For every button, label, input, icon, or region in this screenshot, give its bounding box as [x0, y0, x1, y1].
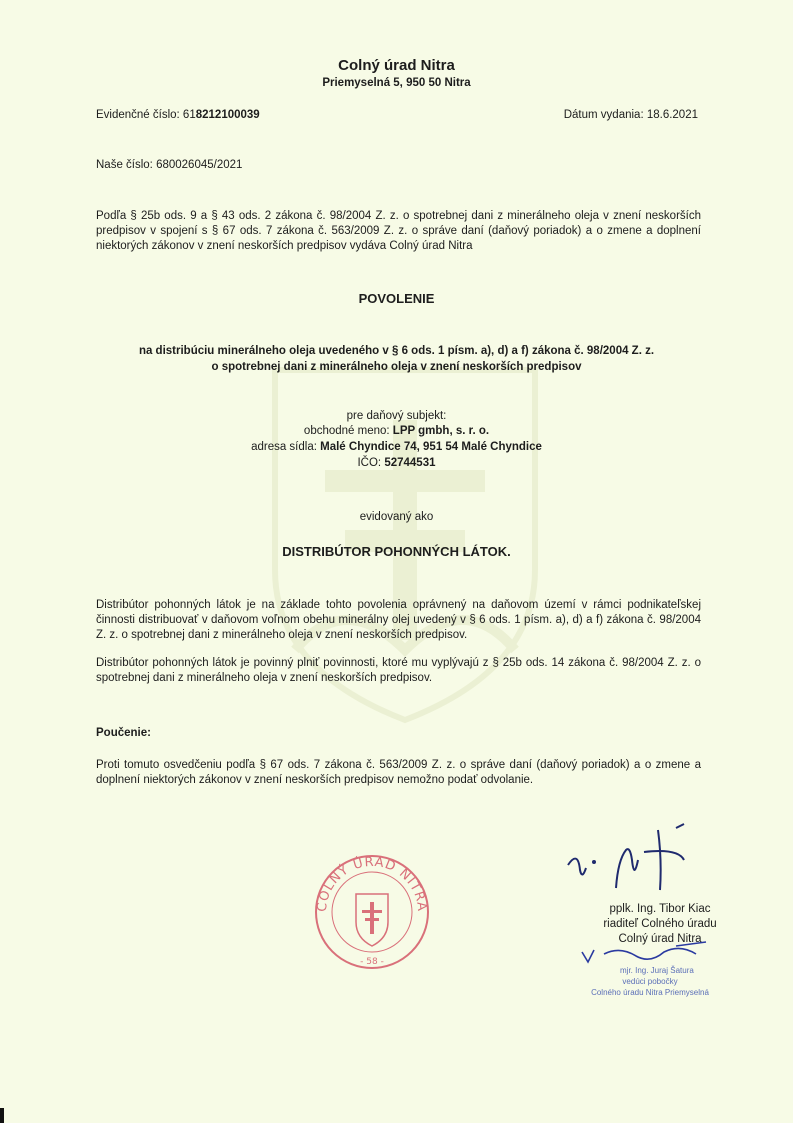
taxpayer-label: pre daňový subjekt:	[346, 410, 447, 422]
business-name: obchodné meno: LPP gmbh, s. r. o.	[303, 425, 490, 437]
instruction-paragraph: Proti tomuto osvedčeniu podľa § 67 ods. 7 zákona č. 563/2009 Z. z. o správe daní (daňový poriadok) a o zmene a doplnení niektorých zákonov v znení neskorších predpisov nemožno podať odvolanie.	[96, 759, 701, 786]
document-title: POVOLENIE	[358, 291, 435, 306]
stamp-text: COLNÝ ÚRAD NITRA	[314, 854, 430, 913]
our-number: Naše číslo: 680026045/2021	[96, 159, 243, 171]
duties-paragraph: Distribútor pohonných látok je povinný plniť povinnosti, ktoré mu vyplývajú z § 25b ods. 14 zákona č. 98/2004 Z. z. o spotrebnej dani z minerálneho oleja v znení neskorších predpisov.	[96, 657, 701, 684]
permit-subject-line-1: na distribúciu minerálneho oleja uvedeného v § 6 ods. 1 písm. a), d) a f) zákona č. 98/2004 Z. z.	[138, 345, 655, 357]
deputy-role: vedúci pobočky	[622, 977, 678, 986]
reference-number: Evidenčné číslo: 618212100039	[96, 109, 260, 121]
issue-date: Dátum vydania: 18.6.2021	[563, 109, 698, 121]
registered-address: adresa sídla: Malé Chyndice 74, 951 54 Malé Chyndice	[251, 441, 542, 453]
scan-corner-mark	[0, 1108, 4, 1123]
deputy-office: Colného úradu Nitra Priemyselná	[591, 988, 709, 997]
director-signature	[558, 820, 718, 900]
official-stamp	[312, 852, 432, 972]
distributor-title: DISTRIBÚTOR POHONNÝCH LÁTOK.	[282, 544, 511, 559]
signer-name: pplk. Ing. Tibor Kiac	[609, 903, 711, 915]
registered-as: evidovaný ako	[359, 511, 434, 523]
stamp-number: - 58 -	[360, 957, 384, 967]
rights-paragraph: Distribútor pohonných látok je na základe tohto povolenia oprávnený na daňovom území v rámci podnikateľskej činnosti distribuovať v daňovom voľnom obehu minerálny olej uvedený v § 6 ods. 1 písm. a), d) a f) zákona č. 98/2004 Z. z. o spotrebnej dani z minerálneho oleja v znení neskorších predpisov.	[96, 599, 701, 641]
office-address: Priemyselná 5, 950 50 Nitra	[322, 77, 471, 89]
signer-office: Colný úrad Nitra	[618, 933, 702, 945]
signer-role: riaditeľ Colného úradu	[603, 918, 717, 930]
office-name: Colný úrad Nitra	[338, 57, 455, 74]
instruction-heading: Poučenie:	[96, 727, 151, 739]
company-id: IČO: 52744531	[357, 457, 436, 469]
permit-subject-line-2: o spotrebnej dani z minerálneho oleja v znení neskorších predpisov	[211, 361, 582, 373]
deputy-name: mjr. Ing. Juraj Šatura	[620, 966, 694, 975]
legal-basis-paragraph: Podľa § 25b ods. 9 a § 43 ods. 2 zákona č. 98/2004 Z. z. o spotrebnej dani z minerálneho oleja v znení neskorších predpisov v spojení s § 67 ods. 7 zákona č. 563/2009 Z. z. o správe daní (daňový poriadok) a o zmene a doplnení niektorých zákonov v znení neskorších predpisov vydáva Colný úrad Nitra	[96, 210, 701, 252]
